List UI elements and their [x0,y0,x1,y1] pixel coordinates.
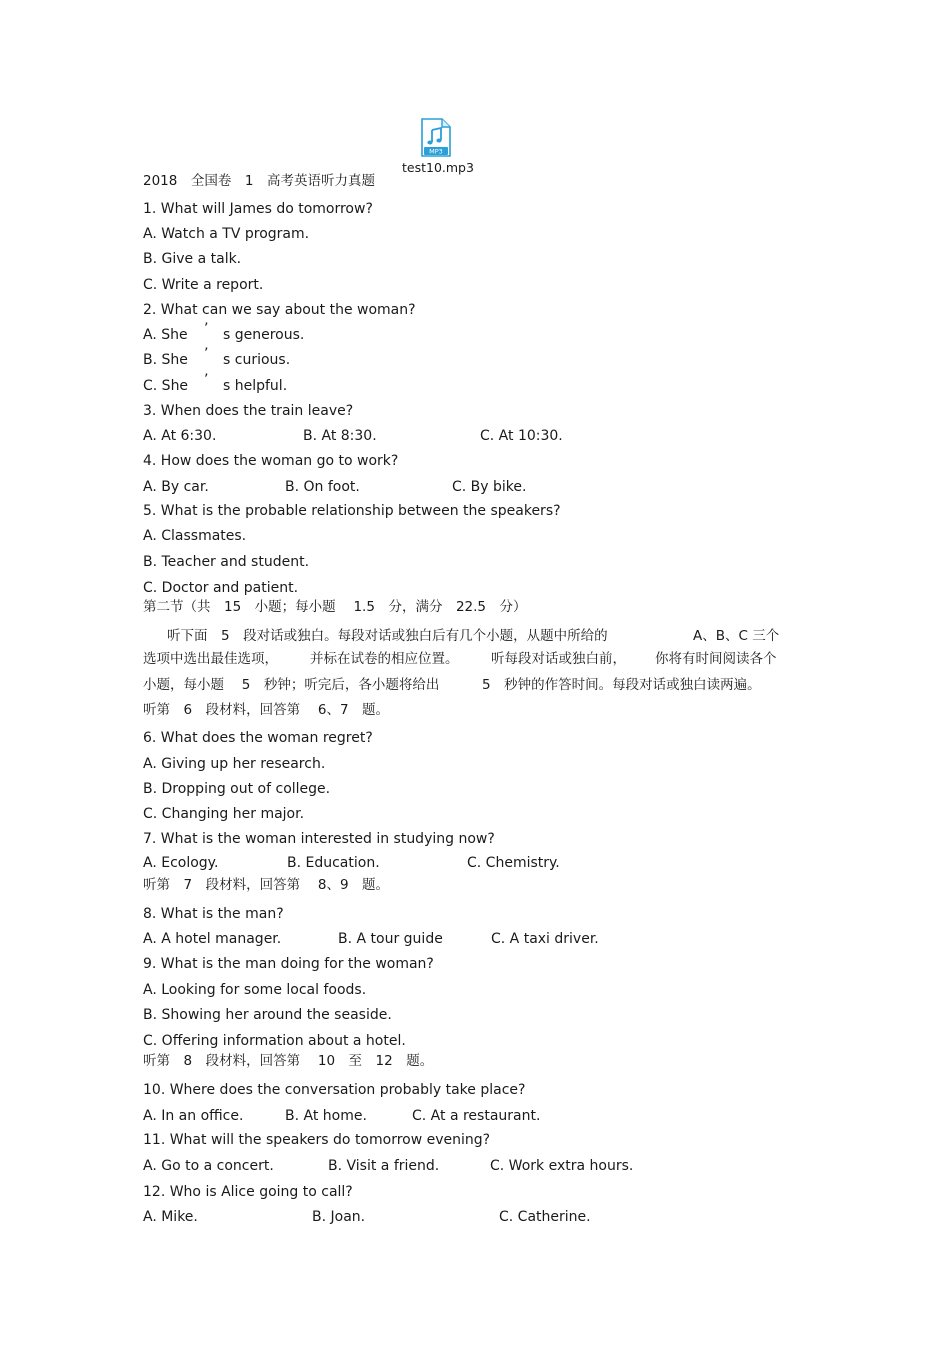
q10-option-c: C. At a restaurant. [412,1108,541,1124]
question-4: 4. How does the woman go to work? [143,453,399,469]
material-7-heading: 听第 7 段材料，回答第 8、9 题。 [143,877,390,893]
q4-option-a: A. By car. [143,479,209,495]
q6-option-b: B. Dropping out of college. [143,781,331,797]
question-3: 3. When does the train leave? [143,403,354,419]
question-1: 1. What will James do tomorrow? [143,201,373,217]
section-2-instructions-3b: 5 秒钟的作答时间。每段对话或独白读两遍。 [482,677,761,693]
q6-option-a: A. Giving up her research. [143,756,326,772]
question-8: 8. What is the man? [143,906,284,922]
q6-option-c: C. Changing her major. [143,806,305,822]
q7-option-a: A. Ecology. [143,855,219,871]
q2-option-b-prefix: B. She [143,352,188,368]
q11-option-c: C. Work extra hours. [490,1158,634,1174]
q11-option-b: B. Visit a friend. [328,1158,440,1174]
q2-option-c-apostrophe: ’ [204,372,209,388]
q4-option-c: C. By bike. [452,479,527,495]
q9-option-a: A. Looking for some local foods. [143,982,367,998]
q8-option-a: A. A hotel manager. [143,931,282,947]
q2-option-c-suffix: s helpful. [223,378,288,394]
section-2-instructions-1b: A、B、C 三个 [693,628,780,644]
question-9: 9. What is the man doing for the woman? [143,956,434,972]
q12-option-b: B. Joan. [312,1209,366,1225]
section-2-instructions-2d: 你将有时间阅读各个 [655,651,777,667]
question-11: 11. What will the speakers do tomorrow evening? [143,1132,491,1148]
q8-option-c: C. A taxi driver. [491,931,599,947]
question-7: 7. What is the woman interested in studying now? [143,831,495,847]
section-2-heading: 第二节（共 15 小题；每小题 1.5 分，满分 22.5 分） [143,599,527,615]
mp3-badge: MP3 [429,147,443,156]
document-title: 2018 全国卷 1 高考英语听力真题 [143,173,375,189]
q11-option-a: A. Go to a concert. [143,1158,274,1174]
q2-option-b-suffix: s curious. [223,352,291,368]
section-2-instructions-1a: 听下面 5 段对话或独白。每段对话或独白后有几个小题，从题中所给的 [167,628,608,644]
q2-option-c-prefix: C. She [143,378,189,394]
q5-option-c: C. Doctor and patient. [143,580,299,596]
question-2: 2. What can we say about the woman? [143,302,416,318]
mp3-file-icon[interactable] [419,118,453,158]
q12-option-a: A. Mike. [143,1209,198,1225]
q2-option-a-apostrophe: ’ [204,321,209,337]
q7-option-b: B. Education. [287,855,380,871]
q2-option-a-suffix: s generous. [223,327,305,343]
question-6: 6. What does the woman regret? [143,730,373,746]
question-12: 12. Who is Alice going to call? [143,1184,353,1200]
q1-option-c: C. Write a report. [143,277,264,293]
attachment-filename[interactable]: test10.mp3 [402,160,474,175]
q12-option-c: C. Catherine. [499,1209,591,1225]
q2-option-b-apostrophe: ’ [204,346,209,362]
material-8-heading: 听第 8 段材料，回答第 10 至 12 题。 [143,1053,434,1069]
q8-option-b: B. A tour guide [338,931,443,947]
question-10: 10. Where does the conversation probably take place? [143,1082,526,1098]
q2-option-a-prefix: A. She [143,327,188,343]
section-2-instructions-2c: 听每段对话或独白前， [491,651,626,667]
q9-option-b: B. Showing her around the seaside. [143,1007,392,1023]
q9-option-c: C. Offering information about a hotel. [143,1033,406,1049]
q1-option-b: B. Give a talk. [143,251,242,267]
section-2-instructions-2b: 并标在试卷的相应位置。 [310,651,459,667]
mp3-attachment[interactable] [402,118,474,175]
q3-option-b: B. At 8:30. [303,428,377,444]
q10-option-b: B. At home. [285,1108,367,1124]
question-5: 5. What is the probable relationship between the speakers? [143,503,561,519]
q5-option-b: B. Teacher and student. [143,554,310,570]
q10-option-a: A. In an office. [143,1108,244,1124]
q7-option-c: C. Chemistry. [467,855,560,871]
q4-option-b: B. On foot. [285,479,360,495]
q5-option-a: A. Classmates. [143,528,247,544]
q3-option-a: A. At 6:30. [143,428,217,444]
section-2-instructions-3a: 小题，每小题 5 秒钟；听完后，各小题将给出 [143,677,440,693]
section-2-instructions-2a: 选项中选出最佳选项， [143,651,278,667]
material-6-heading: 听第 6 段材料，回答第 6、7 题。 [143,702,390,718]
q1-option-a: A. Watch a TV program. [143,226,310,242]
q3-option-c: C. At 10:30. [480,428,563,444]
